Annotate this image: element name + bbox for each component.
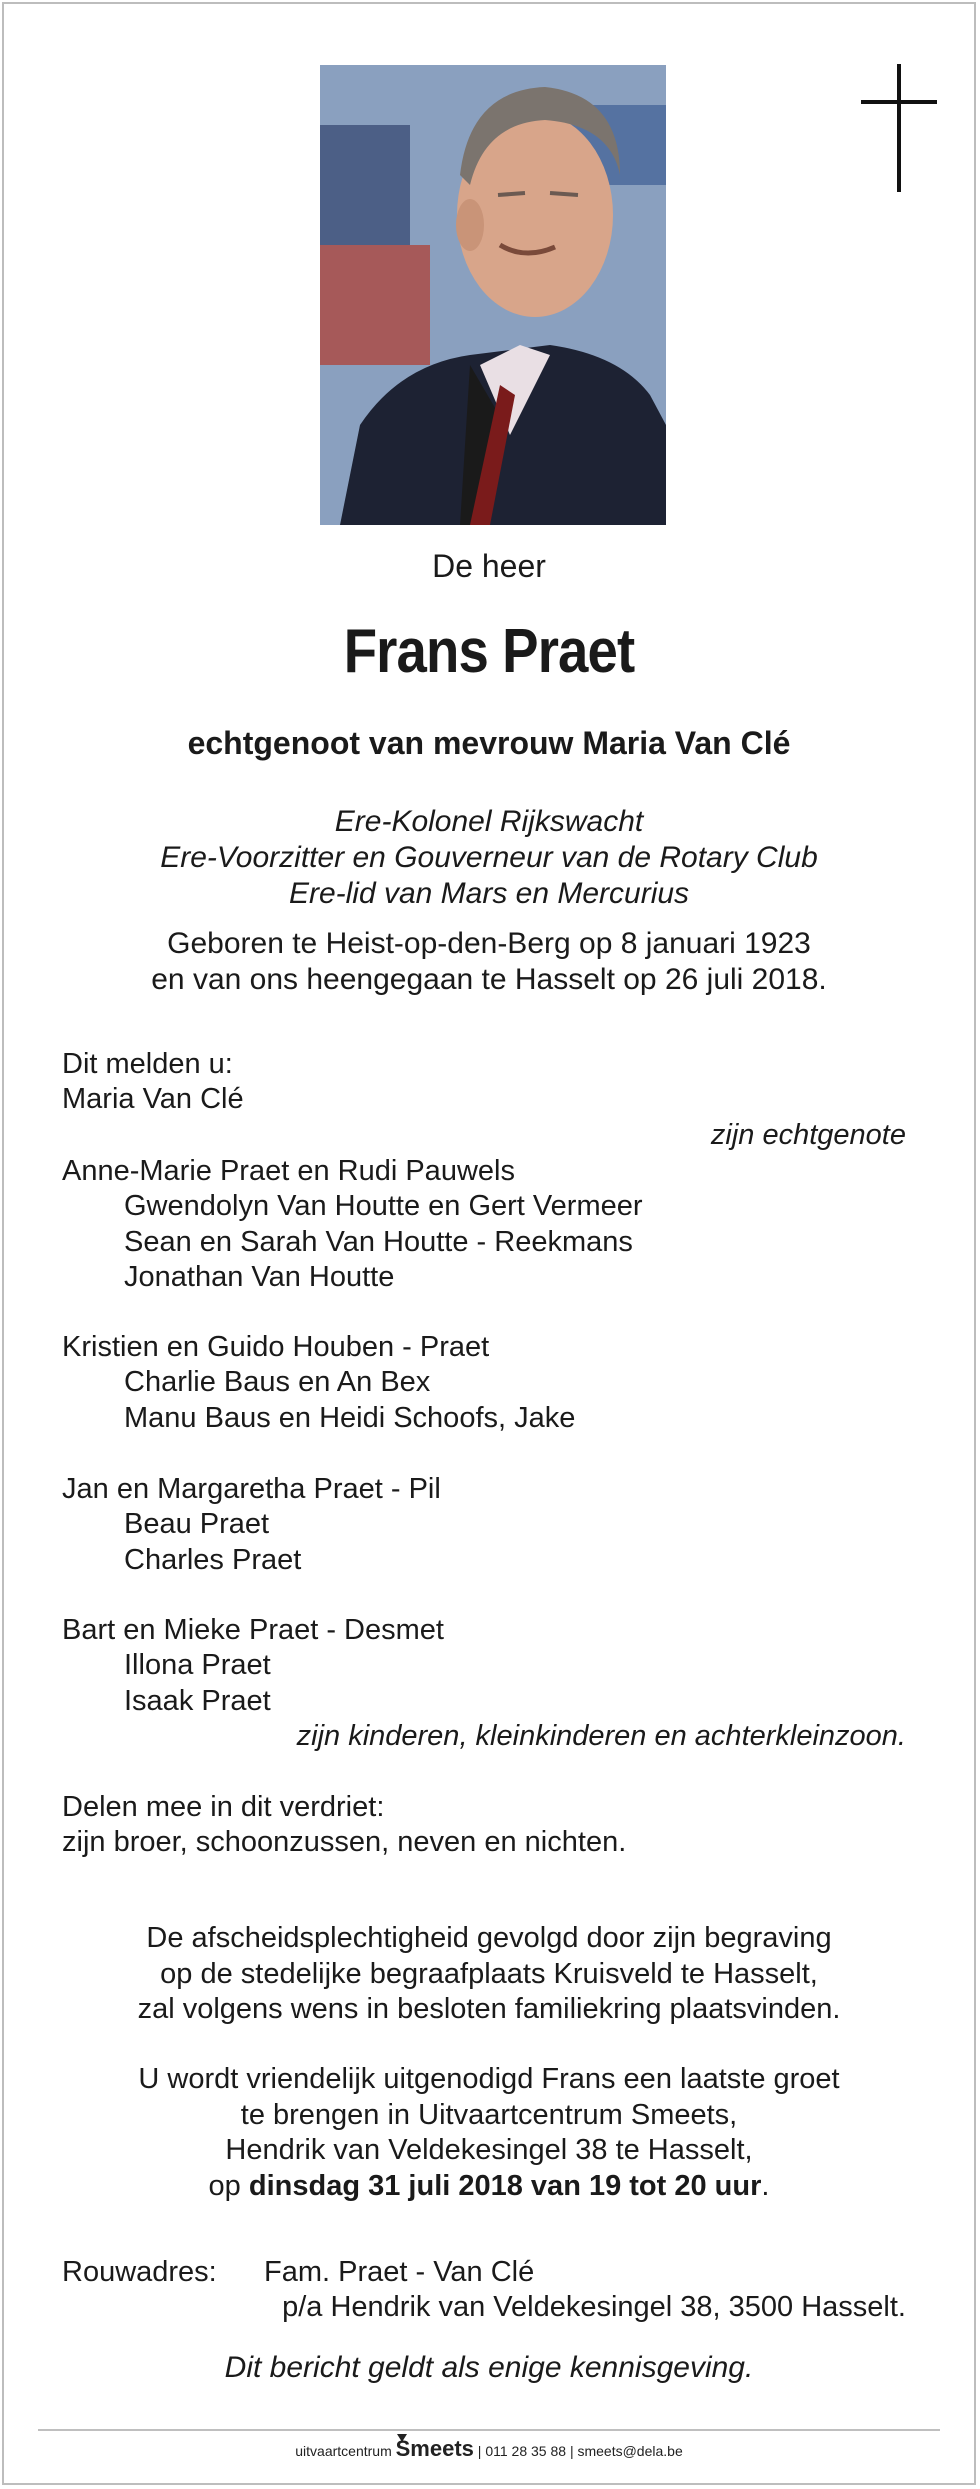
address-line: p/a Hendrik van Veldekesingel 38, 3500 Hasselt.	[282, 2291, 906, 2323]
family-intro	[62, 1047, 244, 1118]
family-group	[62, 1472, 441, 1578]
invite-line: U wordt vriendelijk uitgenodigd Frans een laatste groet	[138, 2063, 840, 2095]
intro-text: Dit melden u:	[62, 1048, 233, 1080]
birth-death-dates	[4, 926, 974, 998]
deceased-name: Frans Praet	[343, 617, 635, 686]
salutation: De heer	[432, 548, 546, 584]
invitation-text	[4, 2062, 974, 2204]
family-group	[62, 1154, 643, 1296]
title-line: Ere-Kolonel Rijkswacht	[334, 805, 644, 838]
group-child: Manu Baus en Heidi Schoofs, Jake	[124, 1401, 576, 1434]
ceremony-line: zal volgens wens in besloten familiekring plaatsvinden.	[137, 1993, 841, 2025]
group-parents: Jan en Margaretha Praet - Pil	[62, 1473, 441, 1505]
triangle-icon	[397, 2434, 407, 2442]
group-child: Beau Praet	[124, 1508, 270, 1541]
group-child: Illona Praet	[124, 1649, 271, 1682]
group-child: Charlie Baus en An Bex	[124, 1366, 431, 1399]
sharing-intro: Delen mee in dit verdriet:	[62, 1791, 385, 1823]
invite-datetime: dinsdag 31 juli 2018 van 19 tot 20 uur	[248, 2169, 762, 2202]
honorary-titles	[4, 804, 974, 912]
spouse-role: zijn echtgenote	[710, 1119, 906, 1151]
group-child: Isaak Praet	[124, 1684, 271, 1717]
footer-separator: |	[477, 2443, 486, 2459]
portrait-photo	[320, 65, 666, 525]
cross-icon	[861, 64, 937, 192]
group-child: Jonathan Van Houtte	[124, 1261, 395, 1294]
group-child: Gwendolyn Van Houtte en Gert Vermeer	[124, 1190, 643, 1223]
spouse-name: Maria Van Clé	[62, 1083, 244, 1116]
sharing-block	[62, 1790, 626, 1861]
family-group	[62, 1330, 575, 1436]
notice-text: Dit bericht geldt als enige kennisgeving.	[224, 2351, 754, 2384]
footer-separator: |	[569, 2443, 578, 2459]
group-parents: Anne-Marie Praet en Rudi Pauwels	[62, 1155, 515, 1187]
invite-datetime-line	[4, 2169, 974, 2205]
title-line: Ere-Voorzitter en Gouverneur van de Rotary Club	[160, 841, 818, 874]
ceremony-text	[4, 1921, 974, 2028]
footer-brand-small: uitvaartcentrum	[295, 2443, 392, 2459]
death-line: en van ons heengegaan te Hasselt op 26 juli 2018.	[151, 963, 827, 996]
children-role: zijn kinderen, kleinkinderen en achterkleinzoon.	[296, 1720, 906, 1752]
ceremony-line: De afscheidsplechtigheid gevolgd door zijn begraving	[146, 1922, 832, 1954]
invite-line: Hendrik van Veldekesingel 38 te Hasselt,	[225, 2134, 753, 2166]
sharing-list: zijn broer, schoonzussen, neven en nichten.	[62, 1826, 627, 1859]
group-parents: Bart en Mieke Praet - Desmet	[62, 1614, 444, 1646]
footer	[4, 2436, 974, 2462]
group-child: Sean en Sarah Van Houtte - Reekmans	[124, 1225, 633, 1258]
group-child: Charles Praet	[124, 1543, 302, 1576]
footer-divider	[38, 2429, 940, 2431]
family-group	[62, 1613, 444, 1719]
footer-brand-big: Smeets	[395, 2436, 474, 2461]
group-parents: Kristien en Guido Houben - Praet	[62, 1331, 490, 1363]
footer-email: smeets@dela.be	[577, 2443, 683, 2459]
invite-line: te brengen in Uitvaartcentrum Smeets,	[240, 2098, 738, 2131]
birth-line: Geboren te Heist-op-den-Berg op 8 januari 1923	[167, 927, 811, 960]
invite-prefix: op	[208, 2169, 249, 2202]
address-label: Rouwadres:	[62, 2256, 217, 2288]
obituary-card	[2, 2, 976, 2485]
ceremony-line: op de stedelijke begraafplaats Kruisveld te Hasselt,	[160, 1957, 818, 1990]
address-name: Fam. Praet - Van Clé	[264, 2256, 535, 2288]
footer-phone: 011 28 35 88	[485, 2443, 567, 2459]
spouse-line: echtgenoot van mevrouw Maria Van Clé	[187, 725, 791, 761]
invite-suffix: .	[761, 2169, 770, 2202]
title-line: Ere-lid van Mars en Mercurius	[288, 877, 690, 910]
